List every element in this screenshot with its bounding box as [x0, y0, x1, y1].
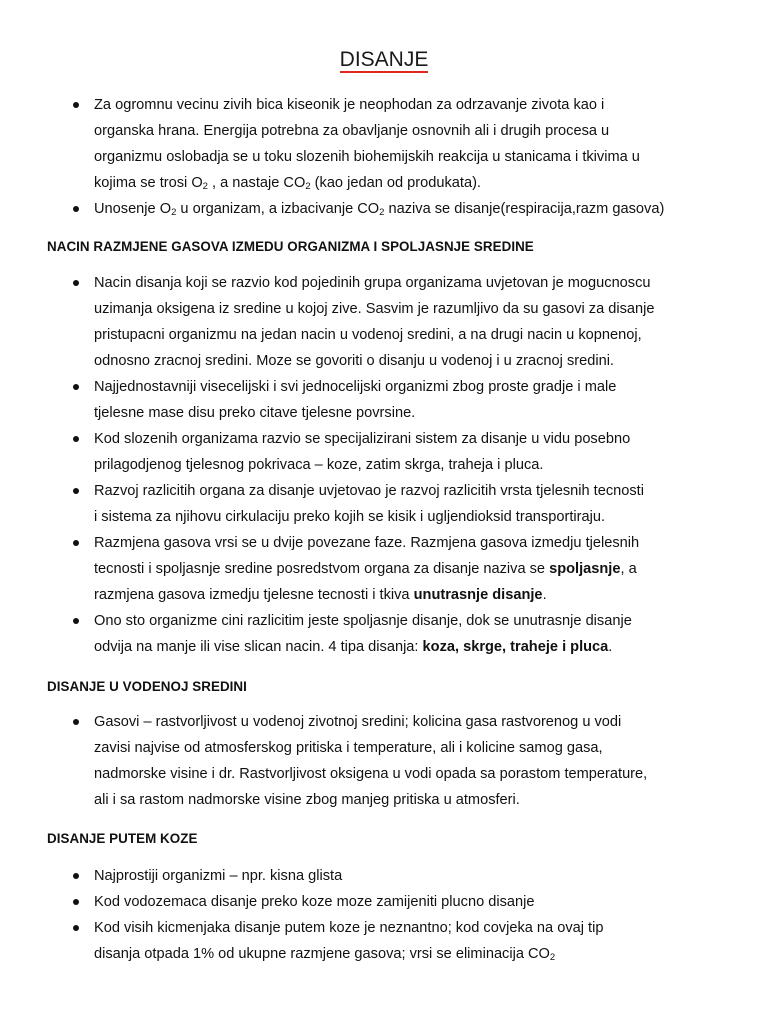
text-line — [94, 611, 632, 631]
text-line — [94, 147, 640, 167]
text-line — [94, 533, 639, 553]
bold-text: spoljasnje — [549, 561, 621, 577]
text-line — [94, 764, 647, 784]
text-run: organizmu oslobadja se u toku slozenih biohemijskih reakcija u stanicama i tkivima u — [94, 149, 640, 165]
text-run: Najjednostavniji visecelijski i svi jednocelijski organizmi zbog proste gradje i male — [94, 379, 617, 395]
page-title — [0, 46, 768, 74]
text-run: Najprostiji organizmi – npr. kisna glista — [94, 868, 343, 884]
bold-text: koza, skrge, traheje i pluca — [422, 639, 609, 655]
section-heading: NACIN RAZMJENE GASOVA IZMEDU ORGANIZMA I SPOLJASNJE SREDINE — [47, 239, 534, 254]
bullet-icon — [73, 873, 79, 879]
subscript: 2 — [171, 207, 177, 218]
text-run: Unosenje O — [94, 201, 172, 217]
bullet-icon — [73, 618, 79, 624]
text-run: Gasovi – rastvorljivost u vodenoj zivotnoj sredini; kolicina gasa rastvorenog u vodi — [94, 714, 622, 730]
text-run: ali i sa rastom nadmorske visine zbog manjeg pritiska u atmosferi. — [94, 792, 520, 808]
text-line — [94, 351, 614, 371]
text-line — [94, 95, 604, 115]
text-run: Razmjena gasova vrsi se u dvije povezane faze. Razmjena gasova izmedju tjelesnih — [94, 535, 640, 551]
text-line — [94, 377, 616, 397]
text-line — [94, 273, 651, 293]
bullet-icon — [73, 925, 79, 931]
section-heading: DISANJE U VODENOJ SREDINI — [47, 679, 247, 694]
bullet-icon — [73, 540, 79, 546]
text-run: zavisi najvise od atmosferskog pritiska i temperature, ali i kolicine samog gasa, — [94, 740, 603, 756]
text-run: Razvoj razlicitih organa za disanje uvjetovao je razvoj razlicitih vrsta tjelesnih tecnosti — [94, 483, 644, 499]
text-run: prilagodjenog tjelesnog pokrivaca – koze, zatim skrga, traheja i pluca. — [94, 457, 544, 473]
text-line — [94, 481, 644, 501]
text-run: tjelesne mase disu preko citave tjelesne povrsine. — [94, 405, 416, 421]
text-run: Kod slozenih organizama razvio se specijalizirani sistem za disanje u vidu posebno — [94, 431, 631, 447]
text-line — [94, 866, 342, 886]
bullet-icon — [73, 436, 79, 442]
text-run: Za ogromnu vecinu zivih bica kiseonik je neophodan za odrzavanje zivota kao i — [94, 97, 605, 113]
subscript: 2 — [379, 207, 385, 218]
text-line — [94, 559, 637, 579]
bullet-icon — [73, 102, 79, 108]
section-heading: DISANJE PUTEM KOZE — [47, 831, 198, 846]
text-line — [94, 325, 642, 345]
text-run: tecnosti i spoljasnje sredine posredstvom organa za disanje naziva se — [94, 561, 550, 577]
bullet-icon — [73, 488, 79, 494]
text-line — [94, 637, 612, 657]
text-run: , a nastaje CO — [207, 175, 306, 191]
text-run: odvija na manje ili vise slican nacin. 4 tipa disanja: — [94, 639, 423, 655]
text-line — [94, 173, 481, 193]
text-run: odnosno zracnoj sredini. Moze se govoriti o disanju u vodenoj i u zracnoj sredini. — [94, 353, 614, 369]
text-run: (kao jedan od produkata). — [310, 175, 481, 191]
text-line — [94, 199, 664, 219]
text-run: nadmorske visine i dr. Rastvorljivost oksigena u vodi opada sa porastom temperature, — [94, 766, 648, 782]
bullet-icon — [73, 384, 79, 390]
text-run: Nacin disanja koji se razvio kod pojedinih grupa organizama uvjetovan je mogucnoscu — [94, 275, 651, 291]
text-line — [94, 892, 535, 912]
text-run: Kod visih kicmenjaka disanje putem koze je neznantno; kod covjeka na ovaj tip — [94, 920, 604, 936]
text-run: . — [608, 639, 613, 655]
text-run: . — [542, 587, 547, 603]
text-line — [94, 455, 543, 475]
text-line — [94, 585, 547, 605]
text-line — [94, 121, 609, 141]
text-line — [94, 918, 603, 938]
bullet-icon — [73, 206, 79, 212]
subscript: 2 — [549, 952, 556, 963]
text-run: i sistema za njihovu cirkulaciju preko kojih se kisik i ugljendioksid transportiraju. — [94, 509, 606, 525]
subscript: 2 — [305, 181, 311, 192]
text-line — [94, 712, 621, 732]
text-line — [94, 507, 605, 527]
bullet-icon — [73, 899, 79, 905]
bold-text: unutrasnje disanje — [413, 587, 543, 603]
text-line — [94, 738, 603, 758]
text-line — [94, 403, 415, 423]
text-run: disanja otpada 1% od ukupne razmjene gasova; vrsi se eliminacija CO — [94, 946, 550, 962]
text-run: organska hrana. Energija potrebna za obavljanje osnovnih ali i drugih procesa u — [94, 123, 610, 139]
subscript: 2 — [202, 181, 208, 192]
text-line — [94, 429, 630, 449]
bullet-icon — [73, 280, 79, 286]
text-run: Ono sto organizme cini razlicitim jeste spoljasnje disanje, dok se unutrasnje disanje — [94, 613, 632, 629]
text-run: razmjena gasova izmedju tjelesne tecnosti i tkiva — [94, 587, 414, 603]
text-run: naziva se disanje(respiracija,razm gasova) — [384, 201, 665, 217]
text-run: , a — [620, 561, 637, 577]
text-line — [94, 299, 655, 319]
page-title-text: DISANJE — [339, 48, 429, 71]
text-line — [94, 944, 555, 964]
text-run: u organizam, a izbacivanje CO — [176, 201, 380, 217]
bullet-icon — [73, 719, 79, 725]
text-run: kojima se trosi O — [94, 175, 203, 191]
text-run: uzimanja oksigena iz sredine u kojoj zive. Sasvim je razumljivo da su gasovi za disanje — [94, 301, 655, 317]
text-run: Kod vodozemaca disanje preko koze moze zamijeniti plucno disanje — [94, 894, 535, 910]
text-run: pristupacni organizmu na jedan nacin u vodenoj sredini, a na drugi nacin u kopnenoj, — [94, 327, 642, 343]
text-line — [94, 790, 520, 810]
